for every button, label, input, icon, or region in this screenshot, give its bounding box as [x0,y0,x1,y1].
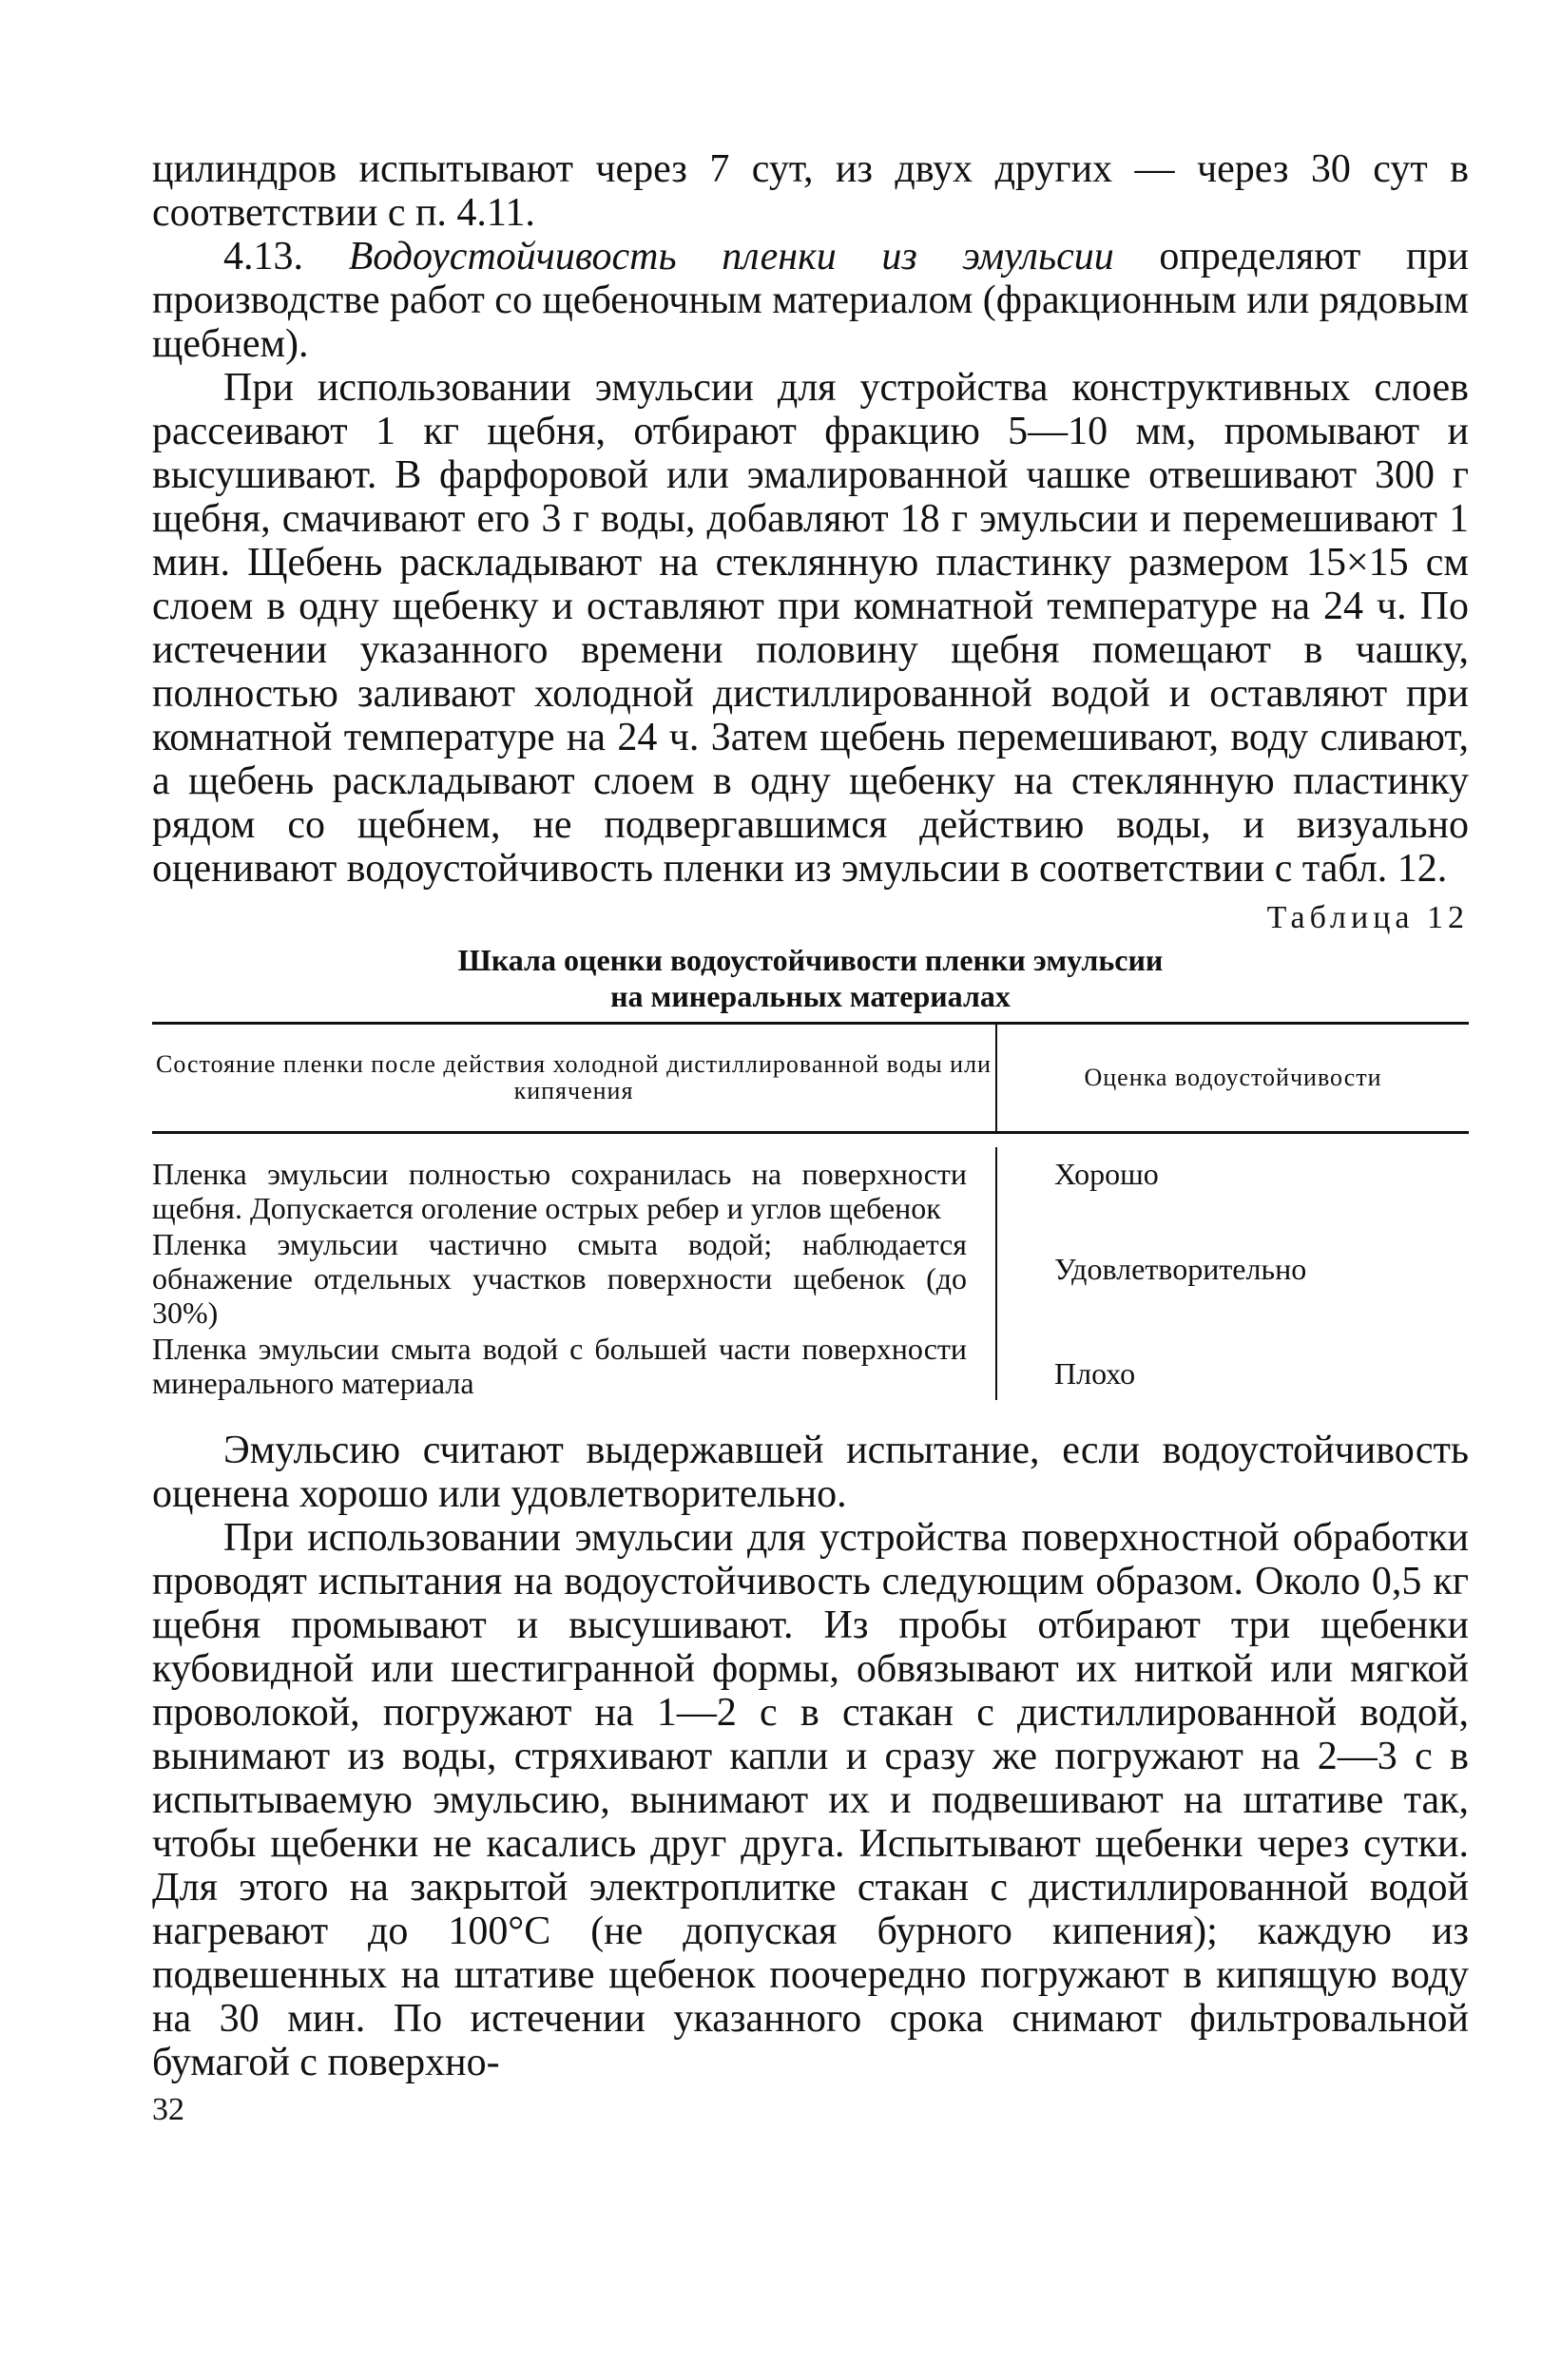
table-label: Таблица 12 [1266,900,1469,935]
table-title-line2: на минеральных материалах [610,979,1011,1013]
section-text: определяют при производстве работ со щебеночным материалом (фракционным или рядовым щебнем). [152,235,1470,366]
row-state: Пленка эмульсии полностью сохранилась на поверхности щебня. Допускается оголение острых ребер и углов щебенок [152,1157,967,1225]
row-state: Пленка эмульсии смыта водой с большей части поверхности минерального материала [152,1332,967,1400]
paragraph-surface-treatment: При использовании эмульсии для устройства поверхностной обработки проводят испытания на водоустойчивость следующим образом. Около 0,5 кг щебня промывают и высушивают. Из пробы отбирают три щебенки кубовидной или шестигранной формы, обвязывают их ниткой или мягкой проволокой, погружают на 1—2 с в стакан с дистиллированной водой, вынимают из воды, стряхивают капли и сразу же погружают на 2—3 с в испытываемую эмульсию, вынимают их и подвешивают на штативе так, чтобы щебенки не касались друг друга. Испытывают щебенки через сутки. Для этого на закрытой электроплитке стакан с дистиллированной водой нагревают до 100°С (не допуская бурного кипения); каждую из подвешенных на штативе щебенок поочередно погружают в кипящую воду на 30 мин. По истечении указанного срока снимают фильтровальной бумагой с поверхно- [152,1516,1469,2084]
paragraph-method: При использовании эмульсии для устройства конструктивных слоев рассеивают 1 кг щебня, отбирают фракцию 5—10 мм, промывают и высушивают. В фарфоровой или эмалированной чашке отвешивают 300 г щебня, смачивают его 3 г воды, добавляют 18 г эмульсии и перемешивают 1 мин. Щебень раскладывают на стеклянную пластинку размером 15×15 см слоем в одну щебенку и оставляют при комнатной температуре на 24 ч. По истечении указанного времени половину щебня помещают в чашку, полностью заливают холодной дистиллированной водой и оставляют при комнатной температуре на 24 ч. Затем щебень перемешивают, воду сливают, а щебень раскладывают слоем в одну щебенку на стеклянную пластинку рядом со щебнем, не подвергавшимся действию воды, и визуально оценивают водоустойчивость пленки из эмульсии в соответствии с табл. 12. [152,366,1469,891]
section-number: 4.13. [223,235,303,278]
row-rating: Удовлетворительно [995,1225,1469,1330]
header-state: Состояние пленки после действия холодной дистиллированной воды или кипячения [156,1050,992,1104]
table-body [152,1134,1469,1400]
paragraph-continuation: цилиндров испытывают через 7 сут, из двух других — через 30 сут в соответствии с п. 4.11. [152,147,1469,235]
table-header-row [152,1025,1469,1131]
paragraph-conclusion: Эмульсию считают выдержавшей испытание, если водоустойчивость оценена хорошо или удовлетворительно. [152,1429,1469,1516]
rating-table [152,1022,1469,1400]
row-rating: Хорошо [995,1147,1469,1225]
table-row [152,1225,1469,1330]
table-title-line1: Шкала оценки водоустойчивости пленки эмульсии [457,943,1164,977]
document-page [152,147,1469,2128]
section-title: Водоустойчивость пленки из эмульсии [348,235,1114,278]
row-state: Пленка эмульсии частично смыта водой; наблюдается обнажение отдельных участков поверхности щебенок (до 30%) [152,1227,967,1330]
table-row [152,1147,1469,1225]
row-rating: Плохо [995,1330,1469,1400]
page-number: 32 [152,2092,184,2127]
section-4-13 [152,235,1469,366]
header-rating: Оценка водоустойчивости [995,1025,1469,1131]
table-row [152,1330,1469,1400]
